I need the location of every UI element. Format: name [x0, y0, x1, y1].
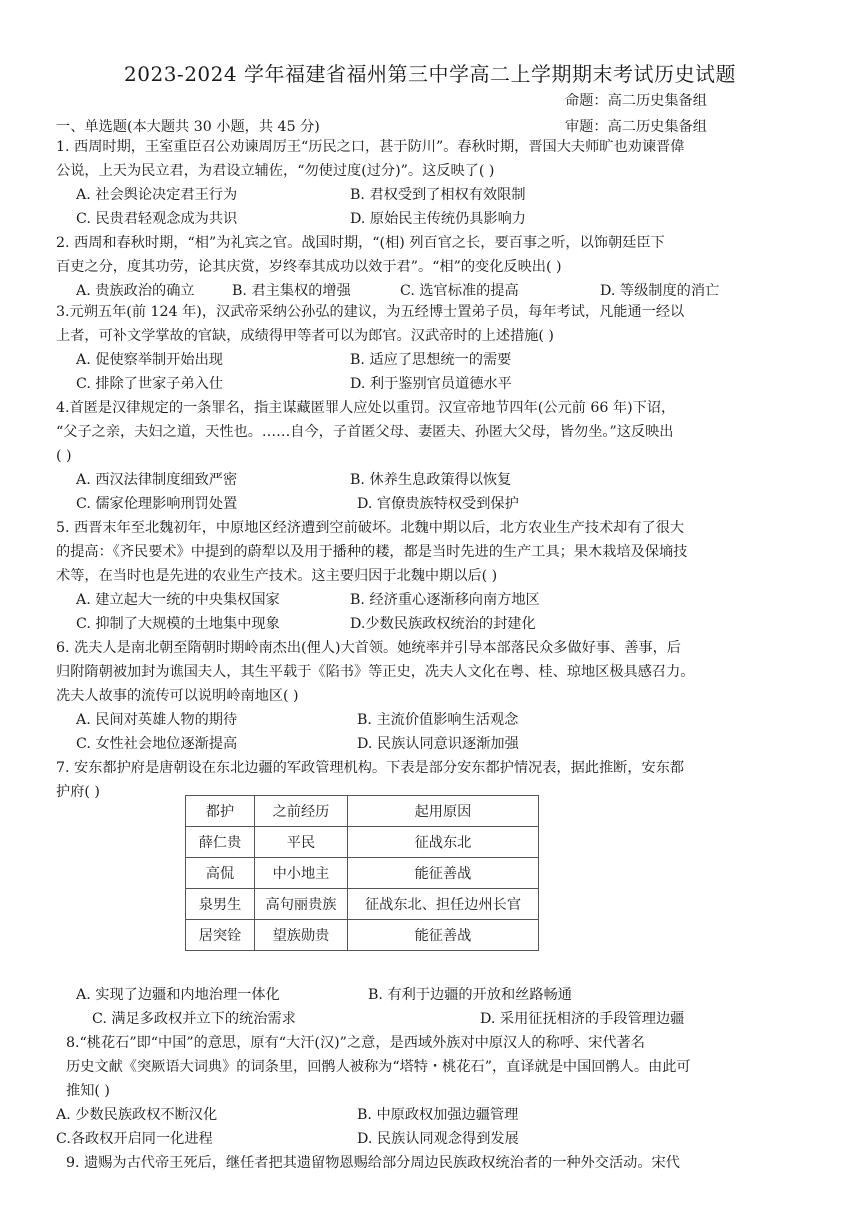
q1-stem-line-2: 公说，上天为民立君，为君设立辅佐，“勿使过度(过分)”。这反映了( ): [56, 163, 495, 179]
q8-option-b: B. 中原政权加强边疆管理: [357, 1107, 519, 1123]
q7-option-c: C. 满足多政权并立下的统治需求: [92, 1011, 296, 1027]
table-header-cell: 起用原因: [348, 796, 539, 827]
q6-option-c: C. 女性社会地位逐渐提高: [76, 736, 238, 752]
q4-option-b: B. 休养生息政策得以恢复: [350, 472, 512, 488]
author-line: 命题：高二历史集备组: [565, 93, 707, 109]
q7-option-b: B. 有利于边疆的开放和丝路畅通: [368, 987, 572, 1003]
q4-stem-line-3: ( ): [56, 448, 72, 464]
table-header-row: [186, 796, 539, 827]
q1-option-b: B. 君权受到了相权有效限制: [350, 187, 526, 203]
q1-stem-line-1: 1. 西周时期，王室重臣召公劝谏周厉王“历民之口，甚于防川”。春秋时期，晋国大夫师旷也劝谏晋偉: [56, 139, 685, 155]
q9-stem-line-1: 9. 遗赐为古代帝王死后，继任者把其遗留物恩赐给部分周边民族政权统治者的一种外交活动。宋代: [66, 1155, 680, 1171]
q4-stem-line-1: 4.首匿是汉律规定的一条罪名，指主谋藏匿罪人应处以重罚。汉宣帝地节四年(公元前 66 年)下诏，: [56, 400, 676, 416]
q5-option-b: B. 经济重心逐渐移向南方地区: [350, 592, 540, 608]
q6-option-b: B. 主流价值影响生活观念: [357, 712, 519, 728]
table-cell: 高句丽贵族: [255, 889, 348, 920]
table-cell: 泉男生: [186, 889, 255, 920]
q4-stem-line-2: “父子之亲，夫妇之道，天性也。……自今，子首匿父母、妻匿夫、孙匿大父母，皆勿坐。”这反映出: [56, 424, 674, 440]
table-cell: 高侃: [186, 858, 255, 889]
q6-stem-line-2: 归附隋朝被加封为谯国夫人，其生平载于《陷书》等正史，冼夫人文化在粤、桂、琼地区极具感召力。: [56, 664, 695, 680]
q2-stem-line-1: 2. 西周和春秋时期，“相”为礼宾之官。战国时期，“(相) 列百官之长，要百事之听，以饰朝廷臣下: [56, 235, 665, 251]
q6-option-a: A. 民间对英雄人物的期待: [76, 712, 238, 728]
q7-option-a: A. 实现了边疆和内地治理一体化: [76, 987, 280, 1003]
q7-stem-line-1: 7. 安东都护府是唐朝设在东北边疆的军政管理机构。下表是部分安东都护情况表，据此推断，安东都: [56, 760, 685, 776]
q4-option-a: A. 西汉法律制度细致严密: [76, 472, 238, 488]
table-header-cell: 都护: [186, 796, 255, 827]
q6-stem-line-3: 冼夫人故事的流传可以说明岭南地区( ): [56, 688, 299, 704]
table-cell: 望族勋贵: [255, 920, 348, 951]
q1-option-d: D. 原始民主传统仍具影响力: [350, 211, 526, 227]
q2-option-b: B. 君主集权的增强: [232, 283, 351, 299]
q5-stem-line-1: 5. 西晋末年至北魏初年，中原地区经济遭到空前破坏。北魏中期以后，北方农业生产技术却有了很大: [56, 520, 685, 536]
q7-table: [185, 795, 539, 951]
section-heading: 一、单选题(本大题共 30 小题，共 45 分): [56, 119, 320, 135]
q6-stem-line-1: 6. 冼夫人是南北朝至隋朝时期岭南杰出(俚人)大首领。她统率并引导本部落民众多做好事、善事，后: [56, 640, 681, 656]
reviewer-line: 审题：高二历史集备组: [565, 119, 707, 135]
q3-option-b: B. 适应了思想统一的需要: [350, 352, 512, 368]
q8-stem-line-2: 历史文献《突厥语大词典》的词条里，回鹘人被称为“塔特・桃花石”，直译就是中国回鹘人。由此可: [66, 1059, 691, 1075]
q3-stem-line-1: 3.元朔五年(前 124 年)，汉武帝采纳公孙弘的建议，为五经博士置弟子员，每年考试，凡能通一经以: [56, 304, 685, 320]
table-cell: 征战东北、担任边州长官: [348, 889, 539, 920]
q5-option-d: D.少数民族政权统治的封建化: [350, 616, 536, 632]
q3-option-c: C. 排除了世家子弟入仕: [76, 376, 224, 392]
table-cell: 能征善战: [348, 858, 539, 889]
q2-option-a: A. 贵族政治的确立: [76, 283, 195, 299]
q7-stem-line-2: 护府( ): [56, 784, 100, 800]
table-row: [186, 889, 539, 920]
table-row: [186, 827, 539, 858]
exam-title: 2023-2024 学年福建省福州第三中学高二上学期期末考试历史试题: [124, 62, 736, 86]
q6-option-d: D. 民族认同意识逐渐加强: [357, 736, 519, 752]
q2-option-c: C. 选官标准的提高: [400, 283, 519, 299]
table-cell: 征战东北: [348, 827, 539, 858]
table-cell: 平民: [255, 827, 348, 858]
q8-stem-line-3: 推知( ): [66, 1083, 110, 1099]
q2-option-d: D. 等级制度的消亡: [600, 283, 720, 299]
q1-option-c: C. 民贵君轻观念成为共识: [76, 211, 238, 227]
q3-stem-line-2: 上者，可补文学掌故的官缺，成绩得甲等者可以为郎官。汉武帝时的上述措施( ): [56, 328, 554, 344]
q7-option-d: D. 采用征抚相济的手段管理边疆: [480, 1011, 685, 1027]
table-row: [186, 920, 539, 951]
q3-option-a: A. 促使察举制开始出现: [76, 352, 223, 368]
table-cell: 居突铨: [186, 920, 255, 951]
q1-option-a: A. 社会舆论决定君王行为: [76, 187, 238, 203]
q4-option-d: D. 官僚贵族特权受到保护: [357, 496, 519, 512]
q3-option-d: D. 利于鉴别官员道德水平: [350, 376, 512, 392]
table-cell: 薛仁贵: [186, 827, 255, 858]
q5-option-a: A. 建立起大一统的中央集权国家: [76, 592, 280, 608]
q8-option-c: C.各政权开启同一化进程: [56, 1131, 213, 1147]
q5-option-c: C. 抑制了大规模的土地集中现象: [76, 616, 280, 632]
q8-option-a: A. 少数民族政权不断汉化: [56, 1107, 218, 1123]
q5-stem-line-2: 的提高：《齐民要术》中提到的蔚犁以及用于播种的耧，都是当时先进的生产工具；果木栽培及保墒技: [56, 544, 688, 560]
table-header-cell: 之前经历: [255, 796, 348, 827]
q8-option-d: D. 民族认同观念得到发展: [357, 1131, 519, 1147]
q8-stem-line-1: 8.“桃花石”即“中国”的意思，原有“大汗(汉)”之意，是西域外族对中原汉人的称呼、宋代著名: [66, 1035, 645, 1051]
q2-stem-line-2: 百吏之分，度其功劳，论其庆赏，岁终奉其成功以效于君”。“相”的变化反映出( ): [56, 259, 562, 275]
q5-stem-line-3: 术等，在当时也是先进的农业生产技术。这主要归因于北魏中期以后( ): [56, 568, 498, 584]
table-cell: 中小地主: [255, 858, 348, 889]
table-cell: 能征善战: [348, 920, 539, 951]
q4-option-c: C. 儒家伦理影响刑罚处置: [76, 496, 238, 512]
table-row: [186, 858, 539, 889]
